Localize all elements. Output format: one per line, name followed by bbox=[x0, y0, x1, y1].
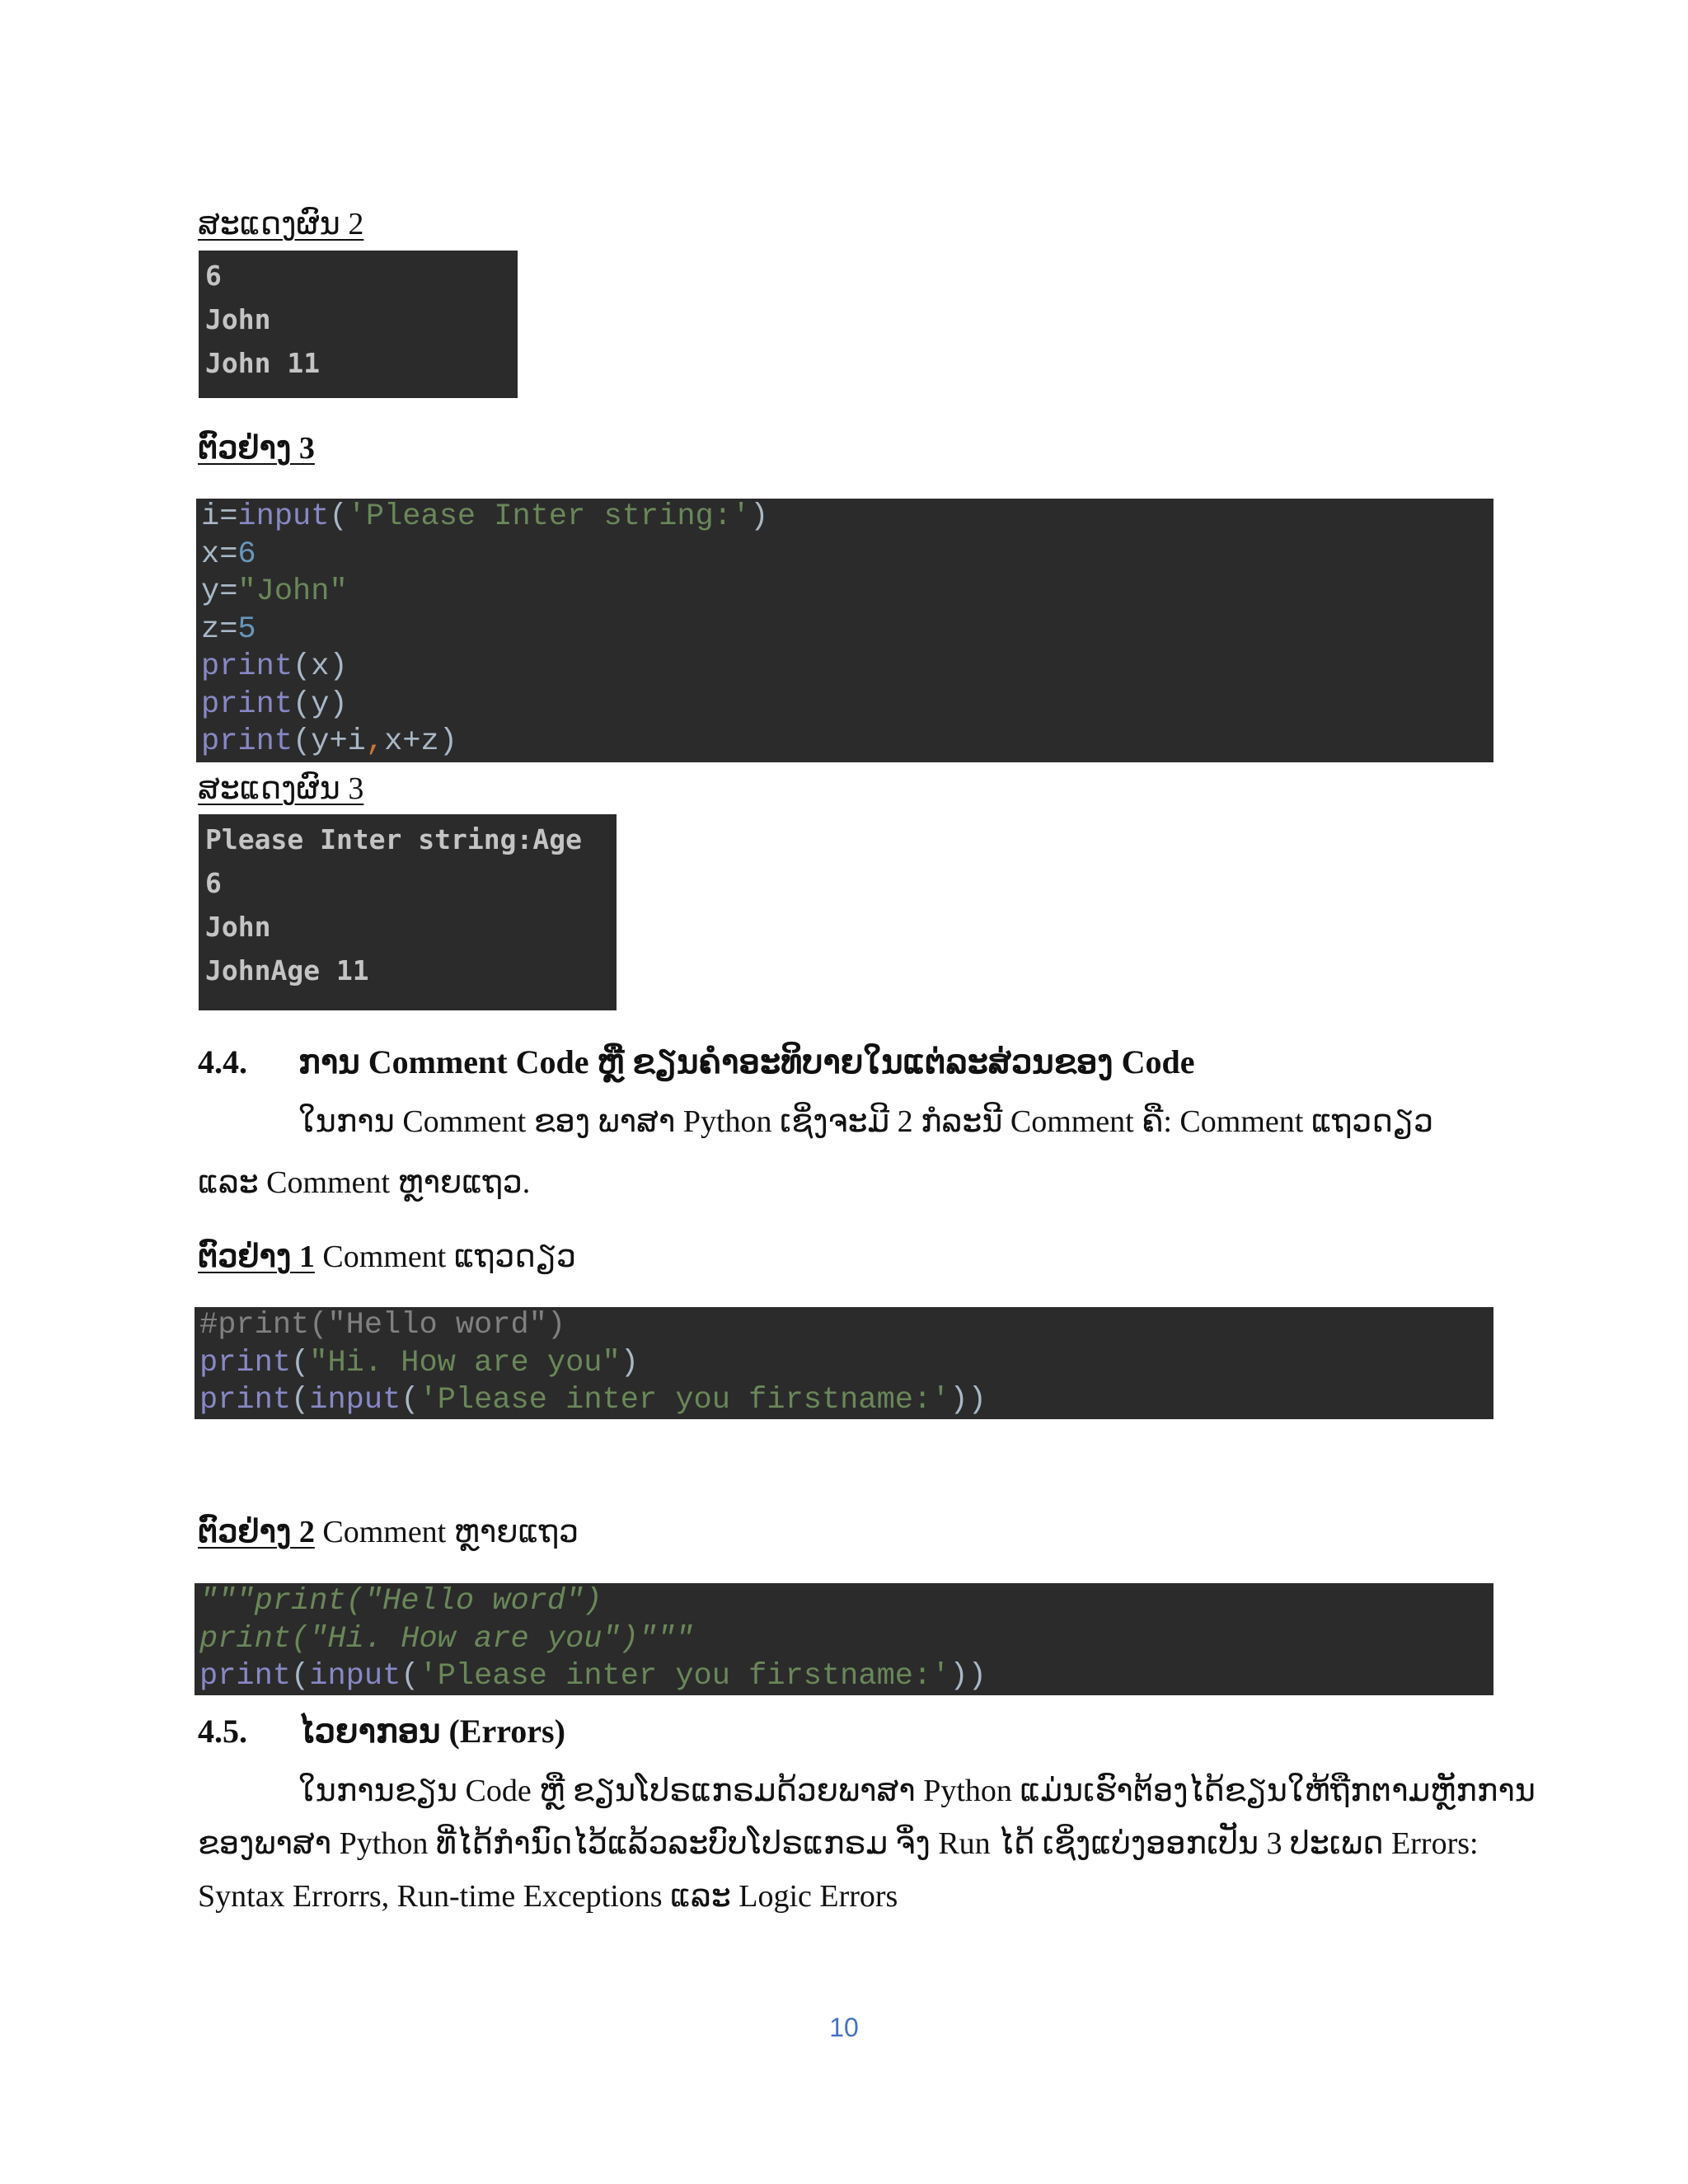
page-number: 10 bbox=[829, 2013, 859, 2042]
example2-label: ຕົວຢ່າງ 2 bbox=[198, 1515, 315, 1549]
console-line: John 11 bbox=[205, 347, 321, 379]
code-block-example3 bbox=[196, 499, 1493, 762]
code-block-example1 bbox=[195, 1307, 1493, 1419]
paragraph-line: ຂອງພາສາ Python ທີ່ໄດ້ກຳນົດໄວ້ແລ້ວລະບົບໂປຣແກຣມ ຈຶ່ງ Run ໄດ້ ເຊິ່ງແບ່ງອອກເປັນ 3 ປະເພດ Errors: bbox=[198, 1826, 1479, 1861]
code-line: #print("Hello word") bbox=[199, 1308, 566, 1343]
output2-console bbox=[199, 251, 518, 398]
code-line: print(x) bbox=[201, 649, 348, 684]
code-line: x=6 bbox=[201, 537, 256, 572]
section-number: 4.4. bbox=[198, 1043, 247, 1080]
code-line: z=5 bbox=[201, 612, 256, 647]
console-line: John bbox=[205, 911, 271, 943]
code-line: print("Hi. How are you")""" bbox=[199, 1621, 694, 1657]
example3-label: ຕົວຢ່າງ 3 bbox=[198, 431, 315, 466]
example2-desc: Comment ຫຼາຍແຖວ bbox=[322, 1515, 579, 1549]
paragraph-line: ໃນການ Comment ຂອງ ພາສາ Python ເຊິ່ງຈະມີ 2 ກໍລະນີ Comment ຄື: Comment ແຖວດຽວ bbox=[298, 1104, 1433, 1139]
section-title: ການ Comment Code ຫຼື ຂຽນຄຳອະທິບາຍໃນແຕ່ລະສ່ວນຂອງ Code bbox=[298, 1043, 1195, 1080]
code-line: print(input('Please inter you firstname:')) bbox=[199, 1659, 987, 1694]
console-line: 6 bbox=[205, 867, 222, 899]
paragraph-line: Syntax Errorrs, Run-time Exceptions ແລະ Logic Errors bbox=[198, 1879, 898, 1914]
code-line: print("Hi. How are you") bbox=[199, 1345, 639, 1380]
paragraph-line: ໃນການຂຽນ Code ຫຼື ຂຽນໂປຣແກຣມດ້ວຍພາສາ Python ແມ່ນເຮົາຕ້ອງໄດ້ຂຽນໃຫ້ຖືກຕາມຫຼັກການ bbox=[298, 1774, 1536, 1808]
output3-label: ສະແດງຜົນ 3 bbox=[198, 771, 364, 806]
example2-heading bbox=[198, 1512, 579, 1552]
output3-console bbox=[199, 814, 617, 1010]
code-line: """print("Hello word") bbox=[199, 1584, 603, 1619]
code-line: y="John" bbox=[201, 574, 348, 609]
console-line: JohnAge 11 bbox=[205, 954, 369, 987]
code-line: i=input('Please Inter string:') bbox=[201, 499, 769, 534]
paragraph-line: ແລະ Comment ຫຼາຍແຖວ. bbox=[198, 1165, 531, 1200]
example1-heading bbox=[198, 1237, 576, 1277]
example1-desc: Comment ແຖວດຽວ bbox=[322, 1240, 576, 1274]
section-title: ໄວຍາກອນ (Errors) bbox=[298, 1713, 565, 1750]
console-line: John bbox=[205, 303, 271, 335]
code-line: print(y+i,x+z) bbox=[201, 724, 457, 759]
section-number: 4.5. bbox=[198, 1713, 247, 1750]
console-line: Please Inter string:Age bbox=[205, 823, 582, 855]
code-line: print(y) bbox=[201, 687, 348, 722]
console-line: 6 bbox=[205, 260, 222, 292]
code-line: print(input('Please inter you firstname:')) bbox=[199, 1383, 987, 1418]
example1-label: ຕົວຢ່າງ 1 bbox=[198, 1240, 315, 1274]
code-block-example2 bbox=[195, 1583, 1493, 1695]
output2-label: ສະແດງຜົນ 2 bbox=[198, 207, 364, 241]
